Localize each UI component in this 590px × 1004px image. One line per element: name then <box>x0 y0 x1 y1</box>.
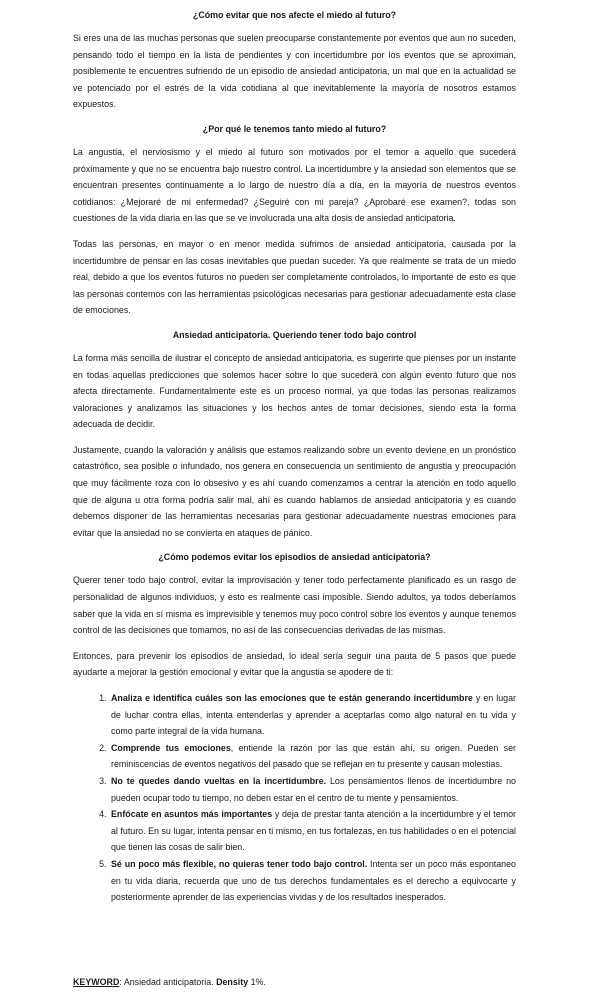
section-2 <box>73 122 516 319</box>
step-text: , entiende la razón por las que están ahí, su origen. Pueden ser reminiscencias de eventos negativos del pasado que se reflejan en tu presente y causan molestias. <box>111 742 516 770</box>
paragraph: Entonces, para prevenir los episodios de ansiedad, lo ideal sería seguir una pauta de 5 pasos que puede ayudarte a mejorar la gestión emocional y evitar que la angustia se apodere de ti: <box>73 650 516 678</box>
steps-list <box>73 690 516 906</box>
step-bold-text: Analiza e identifica cuáles son las emociones que te están generando incertidumbre <box>111 693 473 703</box>
keyword-footer <box>73 977 266 987</box>
section-3 <box>73 328 516 542</box>
step-text: y deja de prestar tanta atención a la incertidumbre y el temor al futuro. En su lugar, intenta pensar en ti mismo, en tus fortalezas, en tus habilidades o en el potencial que tienen las cosas de salir bien. <box>111 809 516 853</box>
list-item <box>109 740 516 773</box>
step-text: Intenta ser un poco más espontaneo en tu vida diaria, recuerda que uno de tus derechos fundamentales es el derecho a equivocarte y posteriormente aprender de las experiencias vividas y de los resultados inesperados. <box>111 858 516 903</box>
keyword-separator: : <box>119 977 124 987</box>
section-4 <box>73 550 516 905</box>
article-body <box>73 8 516 911</box>
keyword-value: Ansiedad anticipatoria. <box>123 977 217 987</box>
paragraph: La angustia, el nerviosismo y el miedo al futuro son motivados por el temor a aquello que sucederá próximamente y que no se encuentra bajo nuestro control. La incertidumbre y la ansiedad son elementos que se encuentran presentes continuamente a lo largo de nuestro día a día, en la mayoría de nuestros eventos cotidianos: ¿Mejoraré de mi enfermedad? ¿Seguiré con mi pareja? ¿Aprobaré ese examen?, todas son cuestiones de la vida diaria en las que se ve involucrada una alta dosis de ansiedad anticipatoria. <box>73 146 516 224</box>
step-bold-text: Comprende tus emociones <box>111 742 231 753</box>
paragraph: La forma más sencilla de ilustrar el concepto de ansiedad anticipatoria, es sugerirte que pienses por un instante en todas aquellas predicciones que solemos hacer sobre lo que sucederá con algún evento futuro que nos afecta directamente. Fundamentalmente este es un proceso normal, ya que todas las personas realizamos valoraciones y analizamos las situaciones y los hechos antes de tomar decisiones, siendo esta la forma adecuada de decidir. <box>73 352 516 430</box>
keyword-label: KEYWORD <box>73 977 120 987</box>
list-item <box>109 773 516 806</box>
step-bold-text: No te quedes dando vueltas en la incertidumbre. <box>111 775 327 786</box>
section-heading: ¿Cómo evitar que nos afecte el miedo al futuro? <box>192 10 397 20</box>
density-label: Density <box>216 977 249 987</box>
step-bold-text: Sé un poco más flexible, no quieras tener todo bajo control. <box>111 858 368 869</box>
list-item <box>109 690 516 740</box>
paragraph: Todas las personas, en mayor o en menor medida sufrimos de ansiedad anticipatoria, causada por la incertidumbre de pensar en las cosas inevitables que puedan suceder. Ya que realmente se trata de un miedo real, debido a que los eventos futuros no pueden ser completamente controlados, lo importante de esto es que las personas contemos con las herramientas psicológicas necesarias para gestionar adecuadamente esta clase de emociones. <box>73 238 516 316</box>
step-bold-text: Enfócate en asuntos más importantes <box>111 809 273 820</box>
step-text: Los pensamientos llenos de incertidumbre no pueden ocupar todo tu tiempo, no deben estar en el centro de tu mente y pensamientos. <box>111 775 516 803</box>
section-heading: ¿Por qué le tenemos tanto miedo al futuro? <box>202 123 387 134</box>
paragraph: Si eres una de las muchas personas que suelen preocuparse constantemente por eventos que aun no suceden, pensando todo el tiempo en la lista de pendientes y con incertidumbre por los eventos que se aproximan, posiblemente te encuentres sufriendo de un episodio de ansiedad anticipatoria, un mal que en la actualidad se ve potenciado por el estrés de la vida cotidiana al que inevitablemente la mayoría de nosotros estamos expuestos. <box>73 33 516 110</box>
list-item <box>109 806 516 856</box>
list-item <box>109 856 516 906</box>
step-text: y en lugar de luchar contra ellas, intenta entenderlas y aprender a aceptarlas como algo natural en tu vida y como parte integral de la vida humana. <box>111 693 516 737</box>
paragraph: Querer tener todo bajo control, evitar la improvisación y tener todo perfectamente planificado es un rasgo de personalidad de algunos individuos, y esto es realmente casi imposible. Siendo adultos, ya todos deberíamos saber que la vida en sí misma es imprevisible y tenemos muy poco control sobre los eventos y aunque tenemos control de las decisiones que tomamos, no así de las consecuencias derivadas de las mismas. <box>73 575 516 636</box>
section-heading: ¿Cómo podemos evitar los episodios de ansiedad anticipatoria? <box>158 552 431 563</box>
section-heading: Ansiedad anticipatoria. Queriendo tener todo bajo control <box>172 329 417 340</box>
density-value: 1%. <box>248 977 266 987</box>
paragraph: Justamente, cuando la valoración y análisis que estamos realizando sobre un evento deviene en un pronóstico catastrófico, sea posible o infundado, nos genera en consecuencia un sentimiento de angustia y preocupación que muy fácilmente roza con lo obsesivo y es ahí cuando comenzamos a centrar la atención en todo aquello que de alguna u otra forma podría salir mal, ahí es cuando hablamos de ansiedad anticipatoria y es cuando debemos disponer de las herramientas necesarias para gestionar adecuadamente nuestras emociones para evitar que la ansiedad no se convierta en ataques de pánico. <box>73 444 516 538</box>
section-1 <box>73 8 516 113</box>
